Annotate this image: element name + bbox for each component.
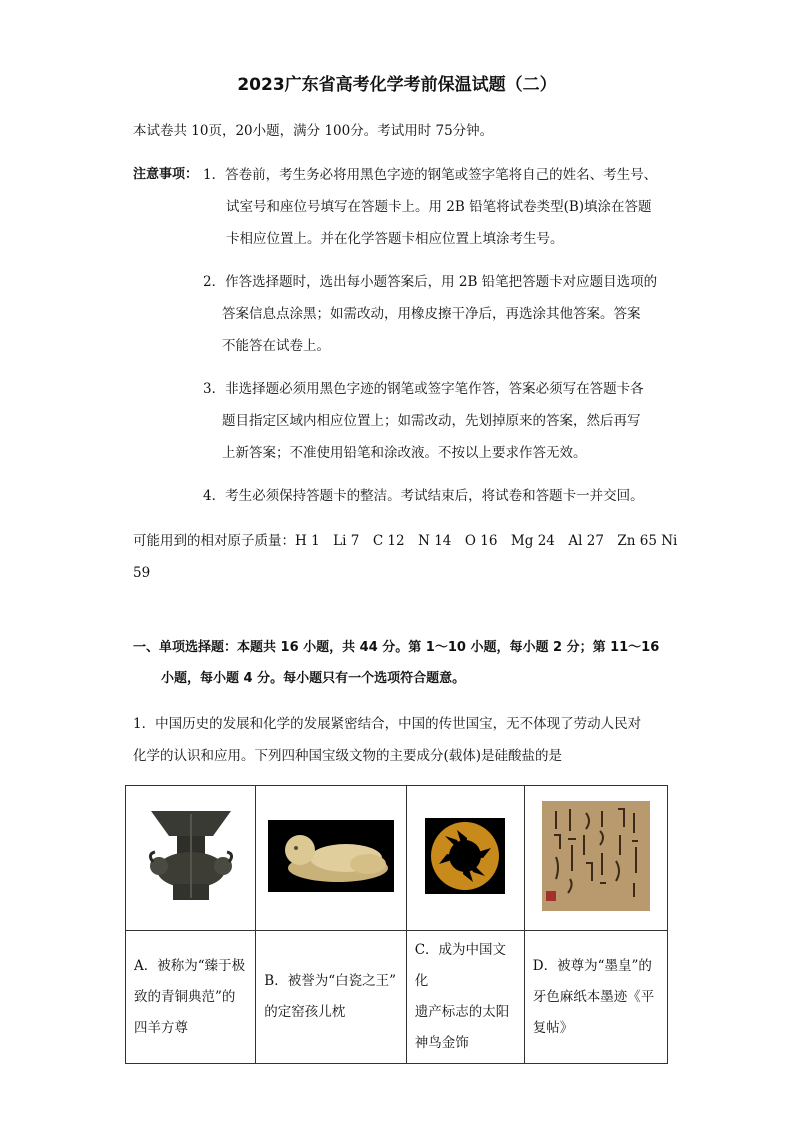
bronze-zun-image xyxy=(141,806,241,906)
section-1-heading-line-2: 小题，每小题 4 分。每小题只有一个选项符合题意。 xyxy=(161,671,466,686)
notice-item-1-line-3: 卡相应位置上。并在化学答题卡相应位置上填涂考生号。 xyxy=(226,231,564,247)
option-d-line-2: 牙色麻纸本墨迹《平 xyxy=(532,988,655,1005)
option-a-image-cell xyxy=(126,786,256,931)
option-c-line-1: C．成为中国文化 xyxy=(414,942,507,989)
option-a-line-1: A．被称为“臻于极 xyxy=(134,957,246,974)
sun-bird-gold-image xyxy=(425,818,505,894)
notice-item-2-line-3: 不能答在试卷上。 xyxy=(222,338,330,354)
option-b-line-2: 的定窑孩儿枕 xyxy=(264,1004,346,1020)
notice-item-2-line-2: 答案信息点涂黑；如需改动，用橡皮擦干净后，再选涂其他答案。答案 xyxy=(222,306,641,322)
question-1-line-1: 1．中国历史的发展和化学的发展紧密结合，中国的传世国宝，无不体现了劳动人民对 xyxy=(133,716,642,732)
option-a-line-2: 致的青铜典范”的 xyxy=(134,988,236,1005)
option-c-image-cell xyxy=(406,786,524,931)
porcelain-pillow-image xyxy=(268,820,394,892)
notice-item-3-line-3: 上新答案；不准使用铅笔和涂改液。不按以上要求作答无效。 xyxy=(222,445,587,461)
option-a xyxy=(126,931,256,1064)
option-a-line-3: 四羊方尊 xyxy=(134,1019,188,1036)
option-c-line-3: 神鸟金饰 xyxy=(414,1035,469,1051)
notice-item-3-line-2: 题目指定区域内相应位置上；如需改动，先划掉原来的答案，然后再写 xyxy=(222,413,641,429)
question-1-line-2: 化学的认识和应用。下列四种国宝级文物的主要成分(载体)是硅酸盐的是 xyxy=(133,748,563,764)
notice-item-3-line-1: 3．非选择题必须用黑色字迹的钢笔或签字笔作答，答案必须写在答题卡各 xyxy=(203,381,644,397)
option-d-line-1: D．被尊为“墨皇”的 xyxy=(532,957,652,974)
notice-item-2-line-1: 2．作答选择题时，选出每小题答案后，用 2B 铅笔把答题卡对应题目选项的 xyxy=(203,274,658,290)
option-d-line-3: 复帖》 xyxy=(532,1019,574,1036)
option-c-line-2: 遗产标志的太阳 xyxy=(414,1004,510,1020)
question-1-options-table xyxy=(125,785,668,1064)
notice-item-4: 4．考生必须保持答题卡的整洁。考试结束后，将试卷和答题卡一并交回。 xyxy=(203,488,644,504)
option-c xyxy=(406,931,524,1064)
option-d xyxy=(524,931,667,1064)
notice-item-1-line-2: 试室号和座位号填写在答题卡上。用 2B 铅笔将试卷类型(B)填涂在答题 xyxy=(226,199,652,215)
section-1-heading-line-1: 一、单项选择题：本题共 16 小题，共 44 分。第 1～10 小题，每小题 2 分；第 11～16 xyxy=(133,640,660,655)
page-title: 2023广东省高考化学考前保温试题（二） xyxy=(237,75,557,95)
atomic-mass-line-1: 可能用到的相对原子质量：H 1 Li 7 C 12 N 14 O 16 Mg 24 Al 27 Zn 65 Ni xyxy=(133,533,678,549)
option-b xyxy=(256,931,406,1064)
calligraphy-scroll-image xyxy=(542,801,650,911)
exam-intro: 本试卷共 10页，20小题，满分 100分。考试用时 75分钟。 xyxy=(133,123,494,139)
notice-item-1-line-1: 1．答卷前，考生务必将用黑色字迹的钢笔或签字笔将自己的姓名、考生号、 xyxy=(203,167,658,183)
option-b-image-cell xyxy=(256,786,406,931)
option-d-image-cell xyxy=(524,786,667,931)
option-b-line-1: B．被誉为“白瓷之王” xyxy=(264,973,397,989)
notice-label: 注意事项： xyxy=(133,167,199,182)
atomic-mass-line-2: 59 xyxy=(133,565,151,581)
